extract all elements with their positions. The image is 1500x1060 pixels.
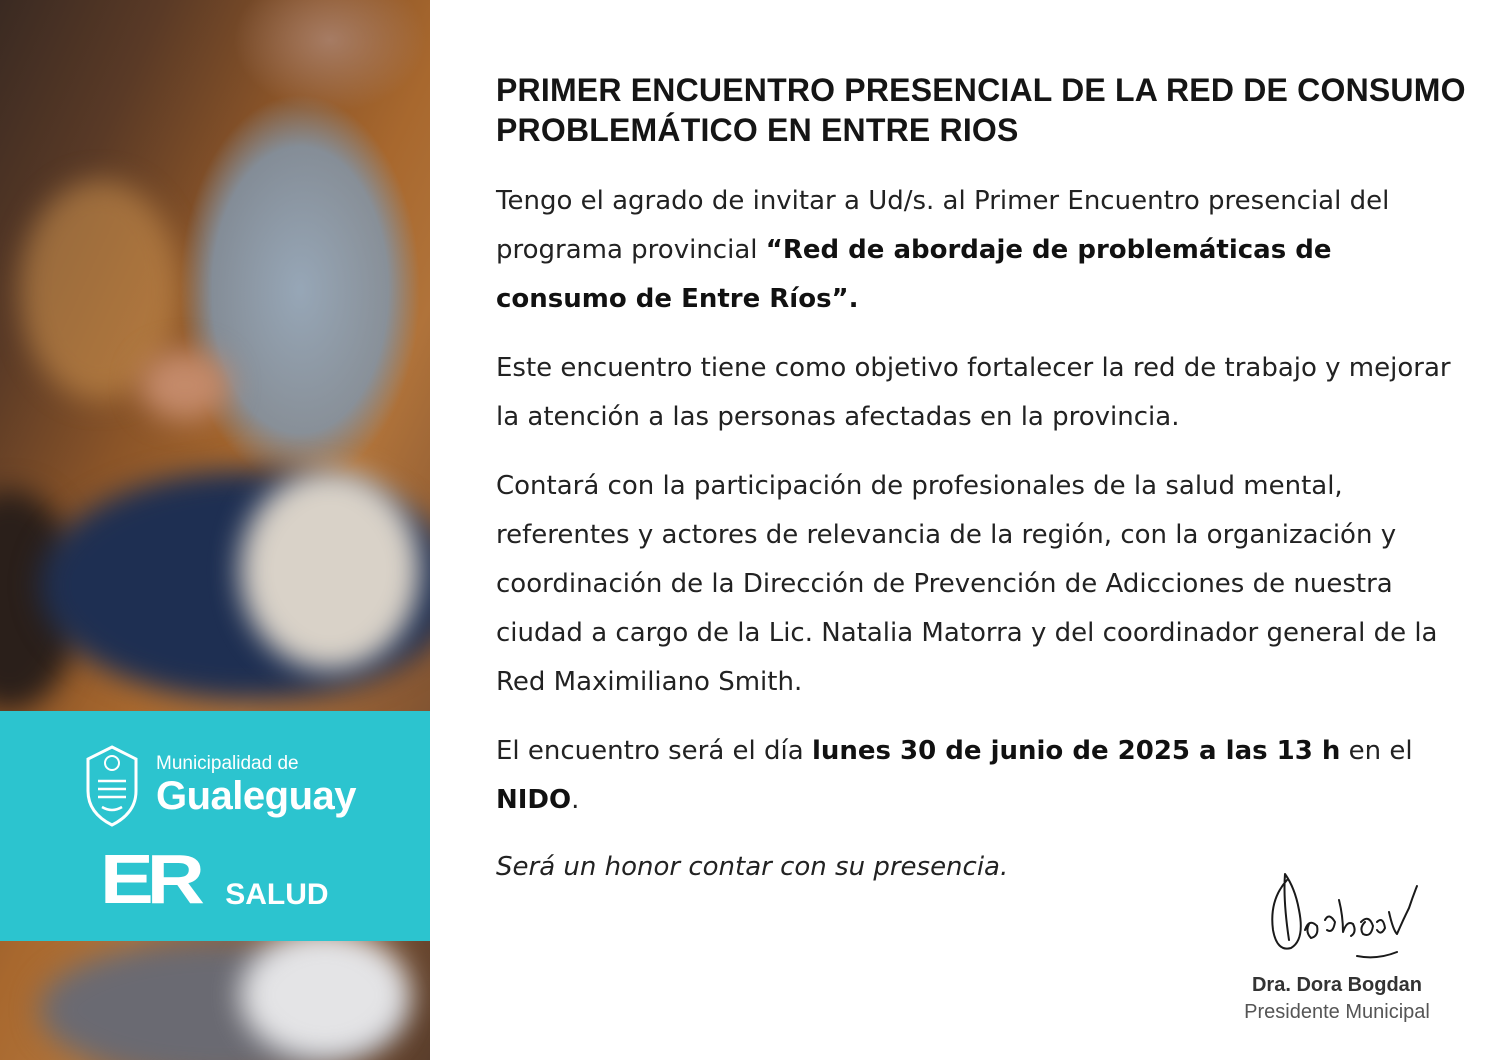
muni-name: Gualeguay — [156, 774, 357, 818]
er-salud-logo — [100, 840, 329, 918]
letter-content — [496, 70, 1471, 892]
paragraph-objective: Este encuentro tiene como objetivo fortalecer la red de trabajo y mejorar la atención a las personas afectadas en la provincia. — [496, 353, 1451, 432]
closing-line: Será un honor contar con su presencia. — [496, 852, 1009, 882]
handwritten-signature — [1247, 860, 1427, 972]
salud-label: SALUD — [225, 878, 329, 911]
branding-band — [0, 711, 430, 941]
signer-title: Presidente Municipal — [1244, 1001, 1430, 1023]
program-name: “Red de abordaje de problemáticas de consumo de Entre Ríos”. — [496, 235, 1332, 314]
date-period: . — [571, 785, 580, 815]
date-connector: en el — [1340, 736, 1413, 766]
background-photo — [0, 0, 430, 1060]
invitation-text: Tengo el agrado de invitar a Ud/s. al Primer Encuentro presencial del programa provincial — [496, 186, 1390, 265]
muni-wordmark — [156, 754, 356, 818]
event-place: NIDO — [496, 785, 572, 815]
photo-bottom-light — [240, 930, 410, 1060]
shield-icon — [80, 741, 144, 831]
photo-hand — [140, 350, 230, 420]
muni-prefix: Municipalidad de — [156, 753, 299, 774]
signature-block — [1232, 860, 1442, 1024]
event-date: lunes 30 de junio de 2025 a las 13 h — [811, 736, 1341, 766]
paragraph-participation: Contará con la participación de profesionales de la salud mental, referentes y actores de relevancia de la región, con la organización y coordinación de la Dirección de Prevención de Adicciones de nuestra ciudad a cargo de la Lic. Natalia Matorra y del coordinador general de la Red Maximiliano Smith. — [496, 471, 1438, 697]
gualeguay-logo — [80, 741, 356, 831]
signer-name: Dra. Dora Bogdan — [1251, 974, 1423, 996]
date-intro: El encuentro será el día — [496, 736, 812, 766]
letter-title: PRIMER ENCUENTRO PRESENCIAL DE LA RED DE CONSUMO PROBLEMÁTICO EN ENTRE RIOS — [496, 72, 1466, 148]
paragraph-invitation — [496, 177, 1471, 324]
paragraph-date — [496, 727, 1471, 825]
er-mark: ER — [100, 840, 199, 918]
photo-cushion — [240, 470, 420, 670]
